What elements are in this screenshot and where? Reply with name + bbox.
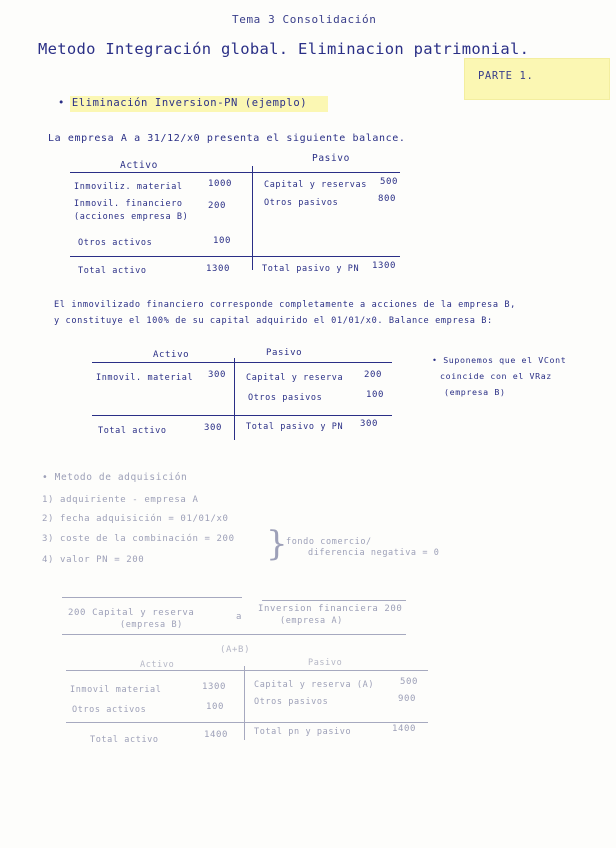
balance-a-pasivo-header: Pasivo: [312, 153, 350, 164]
balance-a-row-value: 1000: [208, 179, 233, 189]
balance-a-total-activo-value: 1300: [206, 264, 231, 274]
journal-debit-sub: (empresa B): [120, 620, 183, 630]
method-title: • Metodo de adquisición: [42, 472, 188, 483]
balance-ab-row-label: Otros activos: [72, 705, 147, 715]
balance-a-row-label: Otros pasivos: [264, 198, 339, 208]
intro-text: La empresa A a 31/12/x0 presenta el siguiente balance.: [48, 133, 406, 144]
balance-ab-top-rule: [66, 670, 428, 671]
balance-b-top-rule: [92, 362, 392, 363]
balance-a-row-label: Otros activos: [78, 238, 153, 248]
side-note-line2: coincide con el VRaz: [440, 371, 552, 381]
balance-ab-row-label: Capital y reserva (A): [254, 680, 375, 690]
balance-ab-row-value: 100: [206, 702, 225, 712]
paragraph-b-line2: y constituye el 100% de su capital adquirido el 01/01/x0. Balance empresa B:: [54, 316, 493, 326]
journal-connector: a: [236, 612, 243, 622]
section-bullet: • Eliminación Inversion-PN (ejemplo): [58, 97, 308, 109]
side-note-line3: (empresa B): [444, 387, 506, 397]
side-note-line1: • Suponemos que el VCont: [432, 355, 567, 365]
journal-debit: 200 Capital y reserva: [68, 608, 195, 618]
balance-b-total-pasivo-label: Total pasivo y PN: [246, 422, 344, 432]
part-label: PARTE 1.: [478, 70, 534, 82]
balance-ab-total-pasivo-label: Total pn y pasivo: [254, 727, 352, 737]
journal-top-rule: [62, 597, 242, 598]
journal-credit: Inversion financiera 200: [258, 604, 403, 614]
balance-a-row-label: Capital y reservas: [264, 180, 367, 190]
balance-ab-row-label: Otros pasivos: [254, 697, 329, 707]
balance-a-top-rule: [70, 172, 400, 173]
balance-ab-row-value: 900: [398, 694, 417, 704]
balance-a-row-value: 200: [208, 201, 227, 211]
method-brace: }: [266, 524, 289, 564]
balance-a-row-value: 500: [380, 177, 399, 187]
journal-credit-sub: (empresa A): [280, 616, 343, 626]
balance-ab-total-activo-label: Total activo: [90, 735, 159, 745]
method-item: 4) valor PN = 200: [42, 555, 145, 565]
balance-ab-title: (A+B): [220, 645, 251, 655]
balance-b-row-value: 300: [208, 370, 227, 380]
balance-a-divider: [252, 166, 253, 270]
journal-top-rule-right: [262, 600, 406, 601]
topic-heading: Tema 3 Consolidación: [232, 13, 377, 26]
balance-ab-pasivo-header: Pasivo: [308, 658, 343, 668]
balance-a-total-activo-label: Total activo: [78, 266, 147, 276]
balance-ab-total-pasivo-value: 1400: [392, 724, 417, 734]
balance-a-row-label: Inmovil. financiero (acciones empresa B): [74, 199, 189, 222]
balance-ab-divider: [244, 666, 245, 740]
balance-ab-total-activo-value: 1400: [204, 730, 229, 740]
balance-ab-row-label: Inmovil material: [70, 685, 162, 695]
balance-b-row-value: 200: [364, 370, 383, 380]
method-brace-text-2: diferencia negativa = 0: [308, 548, 440, 558]
balance-b-divider: [234, 358, 235, 440]
balance-b-row-label: Inmovil. material: [96, 373, 194, 383]
method-item: 1) adquiriente - empresa A: [42, 495, 199, 505]
paragraph-b-line1: El inmovilizado financiero corresponde completamente a acciones de la empresa B,: [54, 300, 516, 310]
method-item: 3) coste de la combinación = 200: [42, 534, 235, 544]
balance-ab-total-rule: [66, 722, 428, 723]
balance-b-total-activo-label: Total activo: [98, 426, 167, 436]
balance-b-total-activo-value: 300: [204, 423, 223, 433]
balance-a-row-value: 800: [378, 194, 397, 204]
balance-ab-row-value: 1300: [202, 682, 227, 692]
balance-a-total-pasivo-label: Total pasivo y PN: [262, 264, 360, 274]
balance-a-row-value: 100: [213, 236, 232, 246]
balance-a-activo-header: Activo: [120, 160, 158, 171]
balance-b-pasivo-header: Pasivo: [266, 348, 303, 358]
balance-b-row-label: Otros pasivos: [248, 393, 323, 403]
balance-ab-row-value: 500: [400, 677, 419, 687]
balance-b-row-label: Capital y reserva: [246, 373, 344, 383]
balance-a-row-label: Inmoviliz. material: [74, 182, 183, 192]
balance-b-total-rule: [92, 415, 392, 416]
method-brace-text-1: fondo comercio/: [286, 537, 372, 547]
balance-a-total-pasivo-value: 1300: [372, 261, 397, 271]
balance-b-total-pasivo-value: 300: [360, 419, 379, 429]
balance-b-activo-header: Activo: [153, 350, 190, 360]
page-title: Metodo Integración global. Eliminacion patrimonial.: [38, 40, 530, 58]
balance-ab-activo-header: Activo: [140, 660, 175, 670]
journal-bottom-rule: [62, 634, 406, 635]
balance-b-row-value: 100: [366, 390, 385, 400]
balance-a-total-rule: [70, 256, 400, 257]
method-item: 2) fecha adquisición = 01/01/x0: [42, 514, 229, 524]
